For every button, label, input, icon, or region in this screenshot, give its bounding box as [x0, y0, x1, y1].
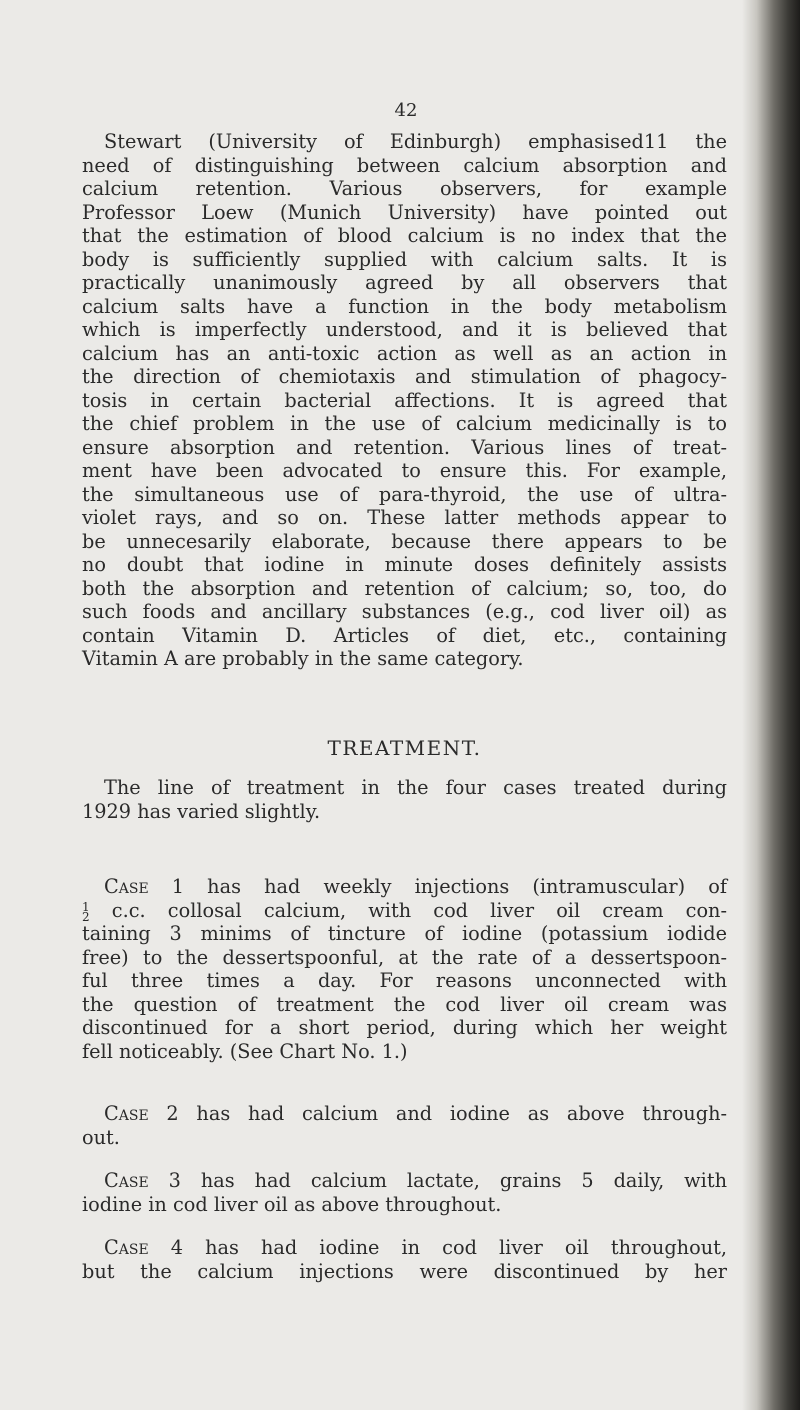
fraction-numerator: 1 [82, 899, 90, 914]
text-line: discontinued for a short period, during which her weight [82, 1016, 727, 1039]
fraction-half [82, 899, 90, 924]
text-line: both the absorption and retention of calcium; so, too, do [82, 576, 727, 600]
text-line: fell noticeably. (See Chart No. 1.) [82, 1039, 408, 1063]
text-line: calcium salts have a function in the body metabolism [82, 294, 727, 318]
case-text: 4 has had iodine in cod liver oil throughout, [148, 1236, 727, 1259]
text-line: calcium has an anti-toxic action as well as an action in [82, 341, 727, 365]
text-line [82, 1169, 727, 1193]
text-line: the direction of chemiotaxis and stimulation of phagocy- [82, 365, 727, 388]
text-line: Stewart (University of Edinburgh) emphasised11 the [104, 130, 727, 153]
text-line: but the calcium injections were discontinued by her [82, 1259, 727, 1283]
page-number: 42 [394, 100, 418, 121]
text-line: ful three times a day. For reasons unconnected with [82, 969, 727, 992]
paragraph-calcium-absorption [82, 130, 727, 671]
text-line: ment have been advocated to ensure this. For example, [82, 459, 727, 482]
paragraph-case-2 [82, 1102, 727, 1149]
text-line: such foods and ancillary substances (e.g., cod liver oil) as [82, 600, 727, 623]
case-label: Case [104, 1102, 149, 1125]
section-heading-treatment: TREATMENT. [327, 736, 482, 760]
text-line: be unnecesarily elaborate, because there appears to be [82, 529, 727, 553]
case-text: 3 has had calcium lactate, grains 5 daily, with [148, 1169, 727, 1192]
text-line: 1929 has varied slightly. [82, 799, 321, 823]
text-line: no doubt that iodine in minute doses definitely assists [82, 553, 727, 576]
text-line: iodine in cod liver oil as above throughout. [82, 1192, 502, 1216]
paragraph-case-3 [82, 1169, 727, 1216]
text-line: taining 3 minims of tincture of iodine (potassium iodide [82, 922, 727, 945]
text-line: tosis in certain bacterial affections. It is agreed that [82, 388, 727, 412]
text-line: contain Vitamin D. Articles of diet, etc., containing [82, 623, 727, 647]
case-text: 1 has had weekly injections (intramuscular) of [148, 875, 727, 898]
case-label: Case [104, 1236, 149, 1259]
fraction-denominator: 2 [82, 909, 90, 924]
text-line: that the estimation of blood calcium is no index that the [82, 224, 727, 247]
text-line: Professor Loew (Munich University) have pointed out [82, 200, 727, 224]
text-line: The line of treatment in the four cases treated during [104, 776, 727, 799]
text-line: the simultaneous use of para-thyroid, the use of ultra- [82, 482, 727, 506]
case-text: c.c. collosal calcium, with cod liver oil cream con- [89, 898, 727, 922]
text-line: which is imperfectly understood, and it is believed that [82, 318, 727, 341]
text-line: Vitamin A are probably in the same category. [82, 647, 524, 670]
text-line [82, 899, 727, 923]
paragraph-case-1 [82, 875, 727, 1063]
text-line: violet rays, and so on. These latter methods appear to [82, 506, 727, 529]
text-line: the chief problem in the use of calcium medicinally is to [82, 412, 727, 435]
text-line [82, 1236, 727, 1260]
text-line: ensure absorption and retention. Various lines of treat- [82, 435, 727, 459]
case-label: Case [104, 1169, 149, 1192]
text-line: calcium retention. Various observers, for example [82, 177, 727, 200]
text-line: practically unanimously agreed by all observers that [82, 271, 727, 294]
text-line: out. [82, 1125, 120, 1149]
text-line: free) to the dessertspoonful, at the rate of a dessertspoon- [82, 945, 727, 969]
paragraph-case-4 [82, 1236, 727, 1283]
text-line [82, 875, 727, 899]
text-line: body is sufficiently supplied with calcium salts. It is [82, 247, 727, 271]
book-spine-shadow [742, 0, 800, 1410]
paragraph-treatment-intro [82, 776, 727, 823]
text-line: need of distinguishing between calcium absorption and [82, 153, 727, 177]
text-line [82, 1102, 727, 1126]
case-text: 2 has had calcium and iodine as above through- [148, 1102, 727, 1125]
case-label: Case [104, 875, 149, 898]
text-line: the question of treatment the cod liver oil cream was [82, 992, 727, 1016]
